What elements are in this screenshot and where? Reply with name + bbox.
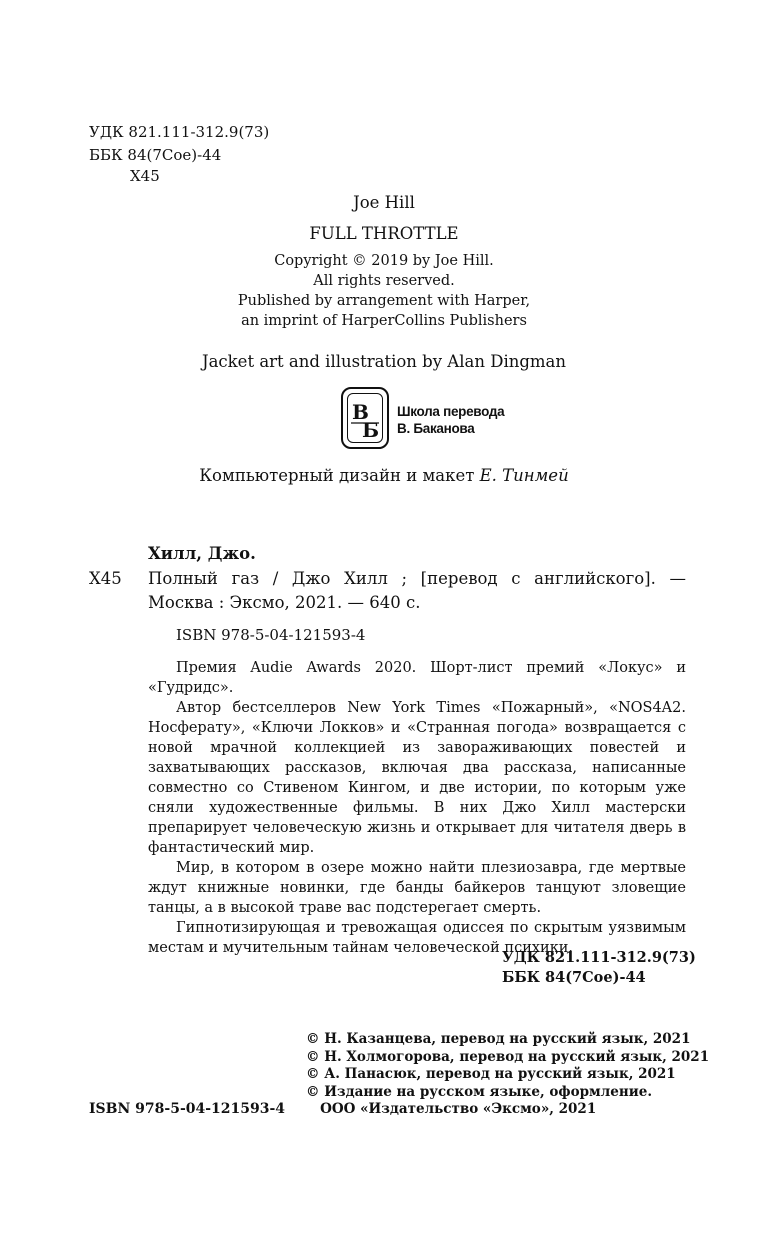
svg-text:В: В	[351, 399, 369, 424]
catalog-isbn: ISBN 978-5-04-121593-4	[176, 626, 366, 644]
annotation	[148, 658, 686, 958]
design-credit-prefix: Компьютерный дизайн и макет	[199, 466, 475, 485]
catalog-title-line-2: Москва : Эксмо, 2021. — 640 с.	[148, 593, 421, 612]
copyright-item: © А. Панасюк, перевод на русский язык, 2021	[306, 1066, 676, 1082]
author-mark: Х45	[130, 167, 160, 185]
logo-line-1: Школа перевода	[397, 404, 505, 419]
translation-school-logo-icon	[341, 387, 389, 449]
annotation-paragraph: Мир, в котором в озере можно найти плезиозавра, где мертвые ждут книжные новинки, где банды байкеров танцуют зловещие танцы, а в высокой траве вас подстерегает смерть.	[148, 860, 686, 916]
bottom-isbn: ISBN 978-5-04-121593-4	[89, 1101, 286, 1117]
copyright-item: © Н. Холмогорова, перевод на русский язык, 2021	[306, 1048, 710, 1065]
svg-text:Б: Б	[361, 417, 379, 442]
copyright-line: Published by arrangement with Harper,	[237, 293, 531, 309]
copyright-line: All rights reserved.	[313, 273, 455, 289]
copyright-line: an imprint of HarperCollins Publishers	[241, 313, 527, 329]
catalog-title-line-1: Полный газ / Джо Хилл ; [перевод с английского]. —	[148, 569, 686, 588]
copyright-list	[306, 1031, 709, 1119]
udk-code: УДК 821.111-312.9(73)	[89, 123, 270, 141]
annotation-paragraph: Автор бестселлеров New York Times «Пожарный», «NOS4A2. Носферату», «Ключи Локков» и «Странная погода» возвращается с новой мрачной коллекцией из завораживающих повестей и захватывающих рассказов, включая два рассказа, написанные совместно со Стивеном Кингом, и две истории, по которым уже сняли художественные фильмы. В них Джо Хилл мастерски препарирует человеческую жизнь и открывает для читателя дверь в фантастический мир.	[148, 700, 686, 856]
annotation-paragraph: Премия Audie Awards 2020. Шорт-лист премий «Локус» и «Гудридс».	[148, 660, 686, 696]
copyright-item: © Издание на русском языке, оформление.	[306, 1083, 653, 1100]
footer-bbk: ББК 84(7Сое)-44	[502, 969, 646, 986]
logo-line-2: В. Баканова	[397, 421, 475, 436]
catalog-heading: Хилл, Джо.	[148, 544, 256, 563]
copyright-item: © Н. Казанцева, перевод на русский язык, 2021	[306, 1031, 691, 1047]
original-title: FULL THROTTLE	[309, 224, 459, 243]
annotation-paragraph: Гипнотизирующая и тревожащая одиссея по скрытым уязвимым местам и мучительным тайнам человеческой психики.	[148, 920, 686, 956]
bbk-code: ББК 84(7Сое)-44	[89, 146, 222, 164]
copyright-notice	[0, 251, 768, 331]
footer-udk: УДК 821.111-312.9(73)	[502, 949, 696, 966]
jacket-credit: Jacket art and illustration by Alan Dingman	[201, 352, 567, 371]
translation-school-logo	[339, 387, 509, 455]
copyright-item: ООО «Издательство «Эксмо», 2021	[306, 1101, 597, 1117]
copyright-line: Copyright © 2019 by Joe Hill.	[274, 253, 494, 269]
translation-school-name	[397, 403, 504, 437]
footer-codes	[502, 948, 696, 988]
catalog-mark: Х45	[89, 569, 122, 588]
design-credit	[0, 466, 768, 485]
design-credit-name: Е. Тинмей	[479, 466, 569, 485]
original-author: Joe Hill	[353, 193, 415, 212]
